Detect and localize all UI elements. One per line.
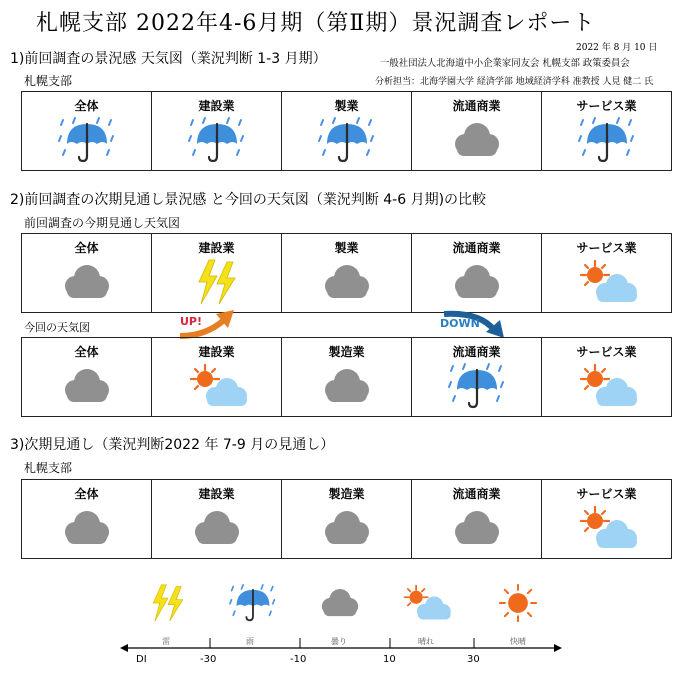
report-title: 札幌支部 2022年4-6月期（第Ⅱ期）景況調査レポート [36,11,596,36]
cloud-icon [313,504,381,552]
cloud-icon [313,362,381,410]
threshold-label: -10 [290,654,307,665]
industry-label: 建設業 [198,241,235,255]
umbrella-rain-icon [53,116,121,164]
section3-subheading: 札幌支部 [24,461,73,475]
legend-label-cloudy: 曇り [331,637,347,646]
organization-line: 一般社団法人北海道中小企業家同友会 札幌支部 政策委員会 [380,58,630,69]
weather-cell [152,338,282,416]
section2-heading: 2)前回調査の次期見通し景況感 と今回の天気図（業況判断 4-6 月期)の比較 [10,192,487,208]
umbrella-rain-icon [443,362,511,410]
industry-label: 建設業 [198,345,235,359]
umbrella-rain-icon [313,116,381,164]
sun-cloud-icon [573,258,641,306]
section3-heading: 3)次期見通し（業況判断2022 年 7-9 月の見通し） [10,437,335,453]
sun-cloud-icon [573,504,641,552]
cloud-icon [443,116,511,164]
threshold-label: 10 [383,654,396,665]
industry-label: 流通商業 [452,99,501,113]
report-date: 2022 年 8 月 10 日 [576,43,658,53]
industry-label: 全体 [74,99,99,113]
sun-icon [490,578,546,628]
section2-curr-grid [21,337,672,417]
cloud-icon [313,258,381,306]
section2-prev-subheading: 前回調査の今期見通し天気図 [24,216,181,230]
weather-cell [412,234,542,312]
weather-cell [412,92,542,170]
weather-cell [152,480,282,558]
down-label: DOWN [440,317,480,330]
section1-heading: 1)前回調査の景況感 天気図（業況判断 1-3 月期） [10,51,327,67]
weather-cell [22,480,152,558]
weather-cell [22,92,152,170]
industry-label: サービス業 [576,345,637,359]
industry-label: サービス業 [576,487,637,501]
legend-label-thunder: 雷 [162,637,170,646]
industry-label: 全体 [74,487,99,501]
cloud-icon [53,504,121,552]
industry-label: 建設業 [198,99,235,113]
cloud-icon [183,504,251,552]
industry-label: 流通商業 [452,487,501,501]
industry-label: 製造業 [328,345,365,359]
industry-label: 全体 [74,241,99,255]
cloud-icon [312,578,368,628]
industry-label: 建設業 [198,487,235,501]
threshold-label: 30 [467,654,480,665]
umbrella-rain-icon [183,116,251,164]
section1-weather-grid [21,91,672,171]
legend-label-clear: 快晴 [510,637,526,646]
industry-label: サービス業 [576,99,637,113]
weather-cell [412,480,542,558]
sun-cloud-icon [573,362,641,410]
lightning-icon [140,578,196,628]
weather-cell [282,92,412,170]
sun-cloud-icon [183,362,251,410]
weather-cell [152,234,282,312]
cloud-icon [53,258,121,306]
weather-cell [22,338,152,416]
industry-label: 流通商業 [452,241,501,255]
weather-cell [22,234,152,312]
umbrella-rain-icon [225,578,281,628]
legend-label-rain: 雨 [246,637,254,646]
section1-subheading: 札幌支部 [24,74,73,88]
industry-label: 製業 [334,99,359,113]
weather-cell [542,480,671,558]
weather-cell [542,92,671,170]
industry-label: 全体 [74,345,99,359]
threshold-label: -30 [200,654,217,665]
legend-label-fair: 晴れ [418,637,434,646]
cloud-icon [443,258,511,306]
weather-cell [542,234,671,312]
analyst-line: 分析担当：北海学園大学 経済学部 地域経済学科 准教授 人見 健二 氏 [375,77,654,87]
weather-cell [282,234,412,312]
weather-cell [282,480,412,558]
sun-cloud-icon [398,578,454,628]
lightning-icon [183,258,251,306]
industry-label: 製造業 [328,487,365,501]
industry-label: 流通商業 [452,345,501,359]
weather-cell [282,338,412,416]
section3-weather-grid [21,479,672,559]
weather-cell [412,338,542,416]
cloud-icon [443,504,511,552]
weather-cell [152,92,282,170]
industry-label: 製業 [334,241,359,255]
weather-cell [542,338,671,416]
di-axis-label: DI [136,654,147,665]
industry-label: サービス業 [576,241,637,255]
cloud-icon [53,362,121,410]
section2-curr-subheading: 今回の天気図 [24,321,90,334]
section2-prev-grid [21,233,672,313]
up-label: UP! [180,315,203,328]
umbrella-rain-icon [573,116,641,164]
